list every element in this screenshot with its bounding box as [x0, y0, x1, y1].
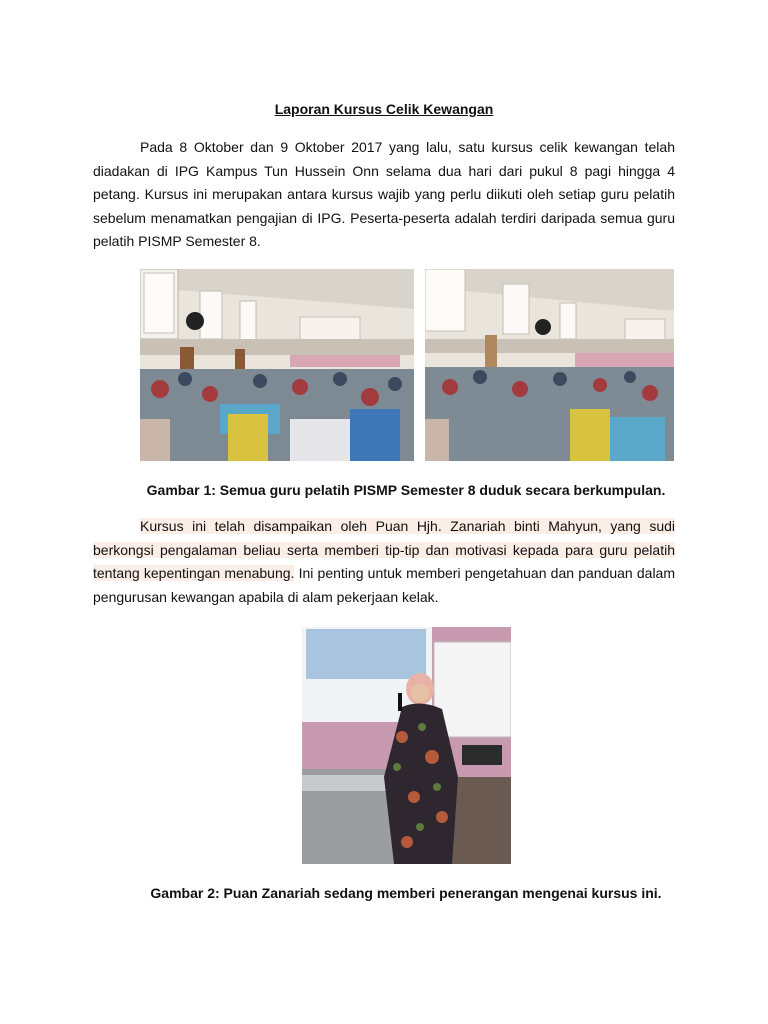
- paragraph-speaker-rest: Ini penting untuk memberi pengetahuan dan panduan dalam pengurusan kewangan apabila di alam pekerjaan kelak.: [93, 565, 676, 605]
- speaker-photo: [302, 627, 511, 864]
- paragraph-intro: Pada 8 Oktober dan 9 Oktober 2017 yang lalu, satu kursus celik kewangan telah diadakan di IPG Kampus Tun Hussein Onn selama dua hari dari pukul 8 pagi hingga 4 petang. Kursus ini merupakan antara kursus wajib yang perlu diikuti oleh setiap guru pelatih sebelum menamatkan pengajian di IPG. Peserta-peserta adalah terdiri daripada semua guru pelatih PISMP Semester 8.: [93, 139, 675, 249]
- hall-photo-left: [140, 269, 414, 461]
- caption-figure-1: Gambar 1: Semua guru pelatih PISMP Semester 8 duduk secara berkumpulan.: [146, 482, 666, 498]
- document-title: Laporan Kursus Celik Kewangan: [274, 101, 494, 117]
- highlighted-text: Kursus ini telah disampaikan oleh Puan Hjh. Zanariah binti Mahyun, yang sudi berkongsi pengalaman beliau serta memberi tip-tip dan motivasi kepada para guru pelatih tentang kepentingan menabung.: [93, 518, 675, 581]
- hall-photo-right: [425, 269, 674, 461]
- caption-figure-2: Gambar 2: Puan Zanariah sedang memberi penerangan mengenai kursus ini.: [150, 885, 662, 901]
- paragraph-speaker: [93, 515, 675, 609]
